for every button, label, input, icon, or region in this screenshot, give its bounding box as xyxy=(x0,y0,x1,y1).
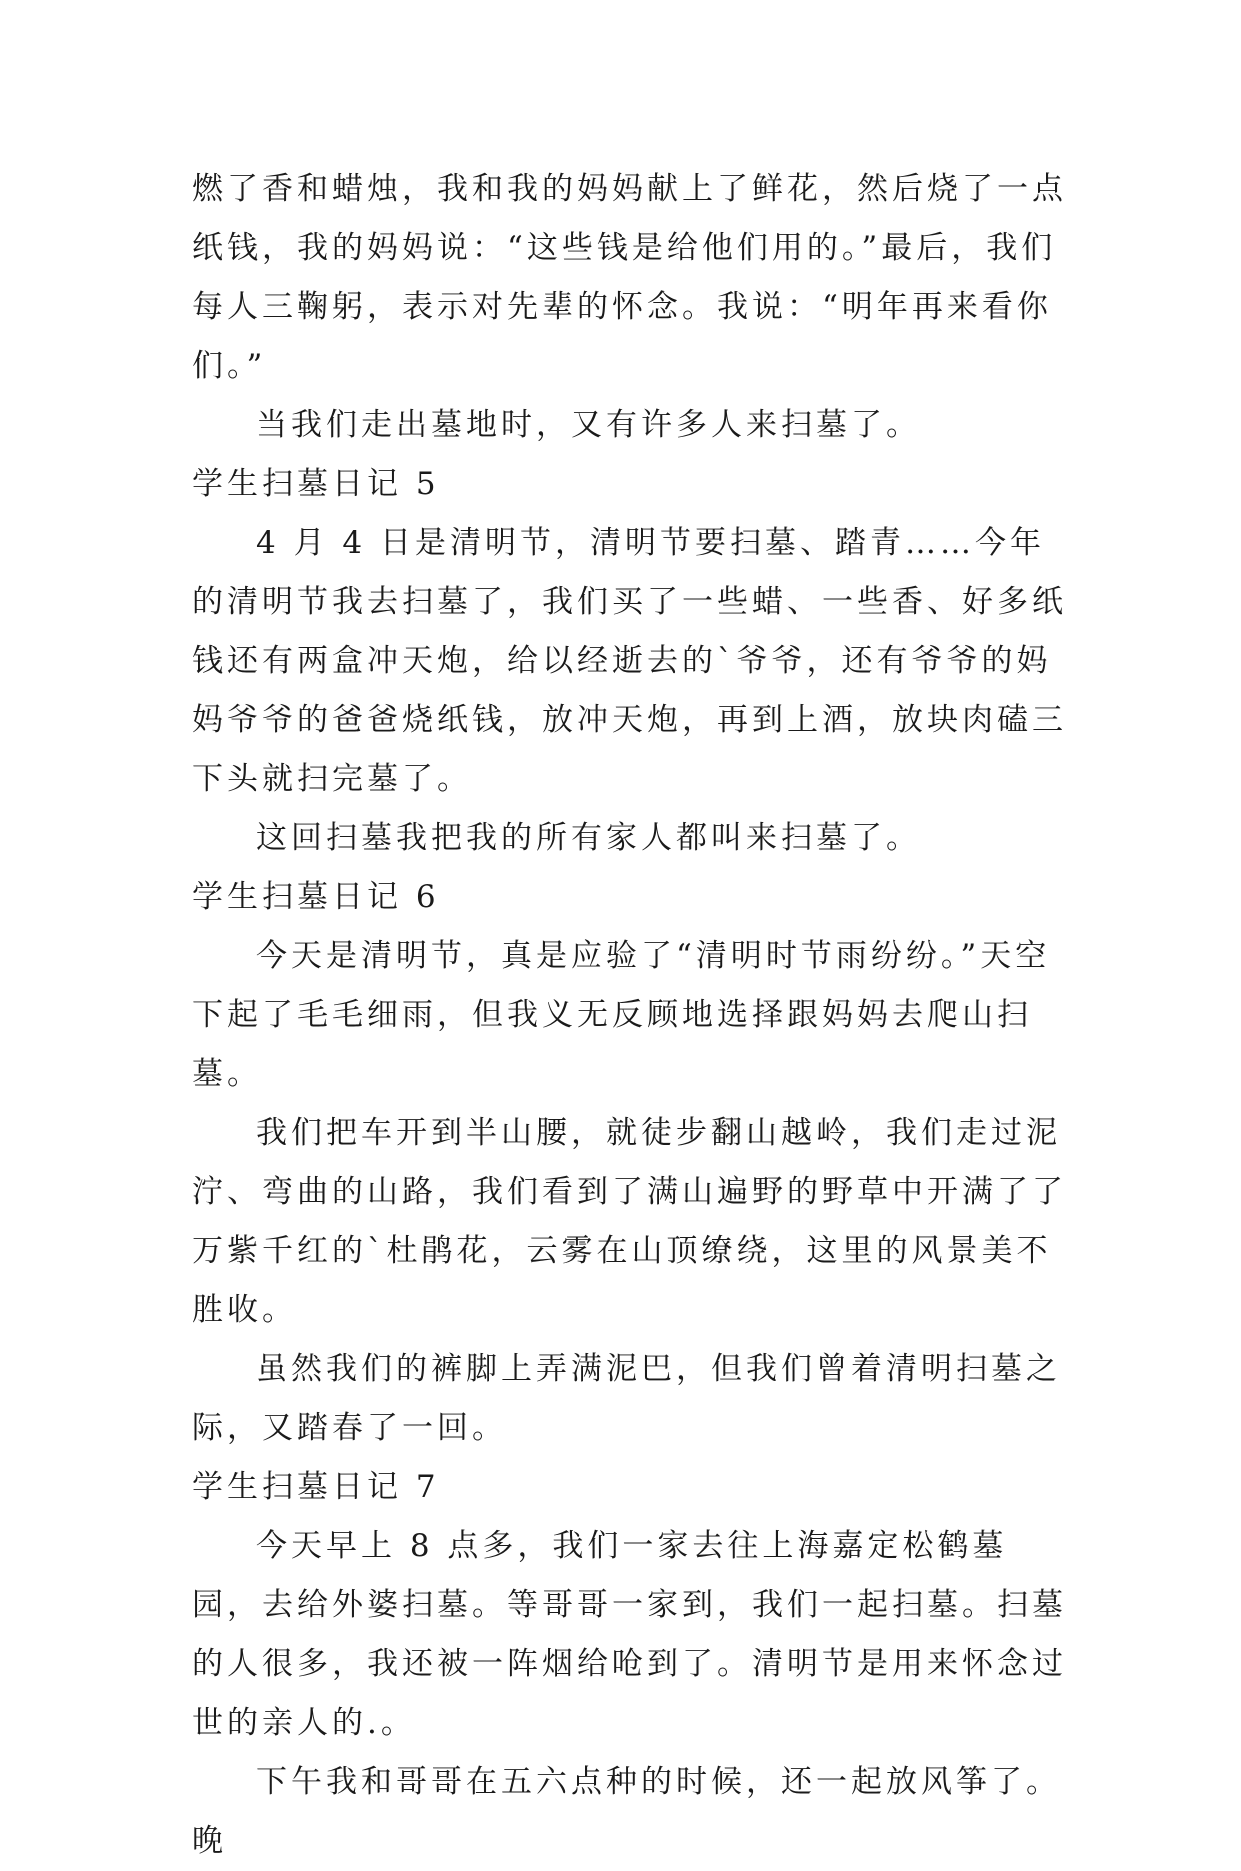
section-heading: 学生扫墓日记 7 xyxy=(192,1469,440,1505)
paragraph: 我们把车开到半山腰，就徒步翻山越岭，我们走过泥泞、弯曲的山路，我们看到了满山遍野的野草中开满了了万紫千红的`杜鹃花，云雾在山顶缭绕，这里的风景美不胜收。 xyxy=(192,1115,1067,1328)
paragraph: 4 月 4 日是清明节，清明节要扫墓、踏青……今年的清明节我去扫墓了，我们买了一些蜡、一些香、好多纸钱还有两盒冲天炮，给以经逝去的`爷爷，还有爷爷的妈妈爷爷的爸爸烧纸钱，放冲天炮，再到上酒，放块肉磕三下头就扫完墓了。 xyxy=(192,525,1067,797)
paragraph: 虽然我们的裤脚上弄满泥巴，但我们曾着清明扫墓之际，又踏春了一回。 xyxy=(192,1351,1061,1446)
paragraph: 下午我和哥哥在五六点种的时候，还一起放风筝了。晚 xyxy=(192,1764,1061,1859)
section-heading: 学生扫墓日记 5 xyxy=(192,466,440,502)
paragraph-continuation: 燃了香和蜡烛，我和我的妈妈献上了鲜花，然后烧了一点纸钱，我的妈妈说：“这些钱是给他们用的。”最后，我们每人三鞠躬，表示对先辈的怀念。我说：“明年再来看你们。” xyxy=(192,171,1067,384)
document-body xyxy=(192,160,1072,1871)
paragraph: 这回扫墓我把我的所有家人都叫来扫墓了。 xyxy=(256,820,921,856)
paragraph: 今天早上 8 点多，我们一家去往上海嘉定松鹤墓园，去给外婆扫墓。等哥哥一家到，我们一起扫墓。扫墓的人很多，我还被一阵烟给呛到了。清明节是用来怀念过世的亲人的.。 xyxy=(192,1528,1067,1741)
paragraph: 今天是清明节，真是应验了“清明时节雨纷纷。”天空下起了毛毛细雨，但我义无反顾地选择跟妈妈去爬山扫墓。 xyxy=(192,938,1051,1092)
section-heading: 学生扫墓日记 6 xyxy=(192,879,440,915)
paragraph: 当我们走出墓地时，又有许多人来扫墓了。 xyxy=(256,407,921,443)
